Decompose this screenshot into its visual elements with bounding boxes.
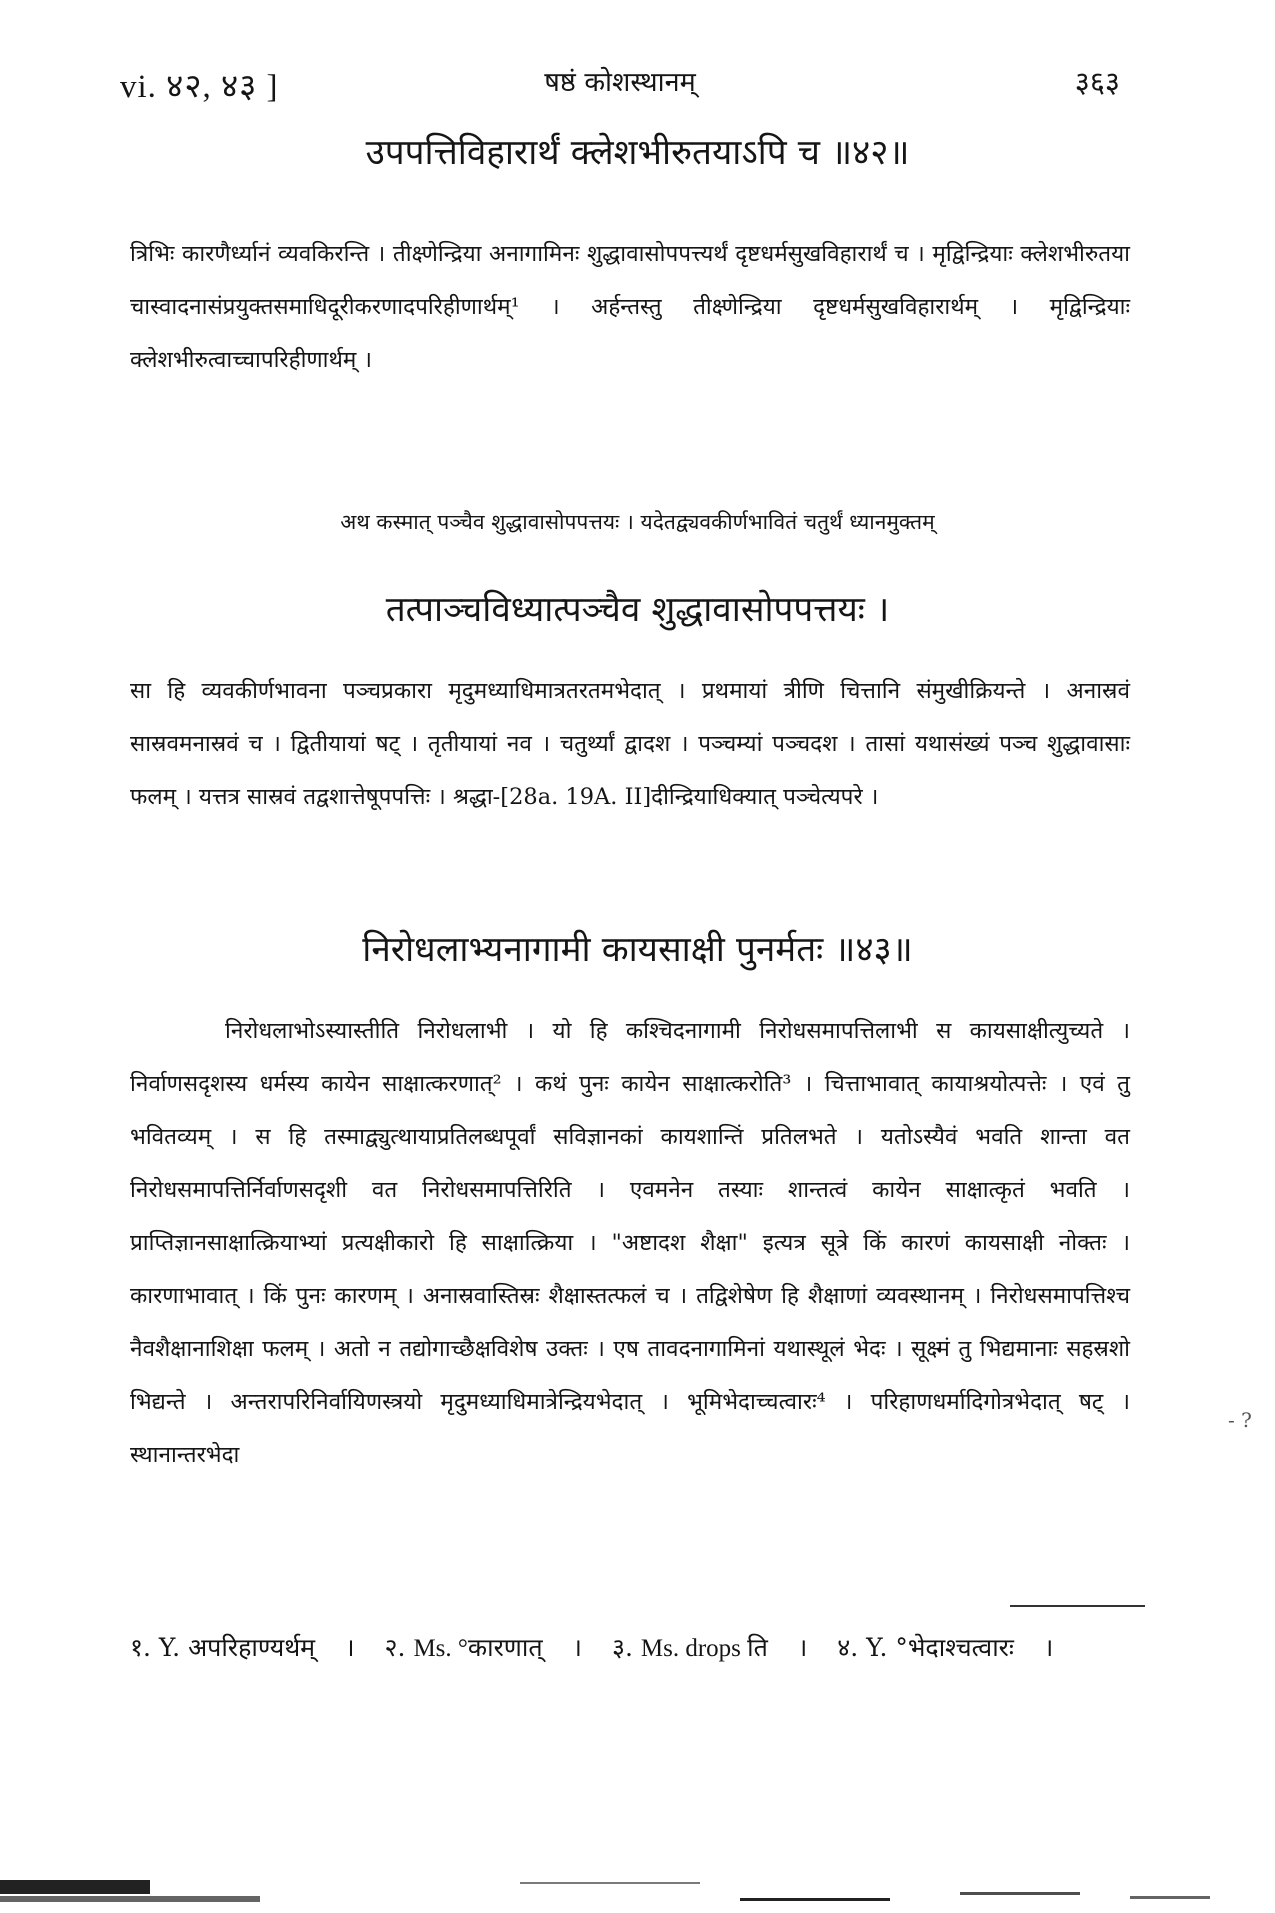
running-header [120, 62, 1120, 112]
chapter-title: षष्ठं कोशस्थानम् [544, 67, 696, 98]
margin-mark: - ? [1228, 1408, 1252, 1432]
question-line: अथ कस्मात् पञ्चैव शुद्धावासोपपत्तयः । यदेतद्व्यवकीर्णभावितं चतुर्थं ध्यानमुक्तम् [340, 510, 935, 534]
page-number: ३६३ [1074, 65, 1120, 99]
footnotes: १. Y. अपरिहाण्यर्थम् । २. Ms. °कारणात् । ३. Ms. drops ति । ४. Y. °भेदाश्चत्वारः । [130, 1633, 1054, 1662]
commentary-paragraph-1: त्रिभिः कारणैर्ध्यानं व्यवकिरन्ति । तीक्ष्णेन्द्रिया अनागामिनः शुद्धावासोपपत्त्यर्थं दृष्टधर्मसुखविहारार्थं च । मृद्विन्द्रियाः क्लेशभीरुतया चास्वादनासंप्रयुक्तसमाधिदूरीकरणादपरिहीणार्थम्¹ । अर्हन्तस्तु तीक्ष्णेन्द्रिया दृष्टधर्मसुखविहारार्थम् । मृद्विन्द्रियाः क्लेशभीरुत्वाच्चापरिहीणार्थम् । [130, 241, 1130, 373]
footnote-1: १. Y. अपरिहाण्यर्थम् [130, 1633, 316, 1662]
commentary-paragraph-2: सा हि व्यवकीर्णभावना पञ्चप्रकारा मृदुमध्याधिमात्रतरतमभेदात् । प्रथमायां त्रीणि चित्तानि संमुखीक्रियन्ते । अनास्रवं सास्रवमनास्रवं च । द्वितीयायां षट् । तृतीयायां नव । चतुर्थ्यां द्वादश । पञ्चम्यां पञ्चदश । तासां यथासंख्यं पञ्च शुद्धावासाः फलम् । यत्तत्र सास्रवं तद्वशात्तेषूपपत्तिः । श्रद्धा-[28a. 19A. II]दीन्द्रियाधिक्यात् पञ्चेत्यपरे । [130, 678, 1130, 810]
section-reference: vi. ४२, ४३ ] [120, 69, 279, 105]
footnote-4: ४. Y. °भेदाश्चत्वारः [837, 1633, 1014, 1662]
verse-42: उपपत्तिविहारार्थं क्लेशभीरुतयाऽपि च ॥४२॥ [365, 133, 910, 173]
commentary-paragraph-3: निरोधलाभोऽस्यास्तीति निरोधलाभी । यो हि कश्चिदनागामी निरोधसमापत्तिलाभी स कायसाक्षीत्युच्यते । निर्वाणसदृशस्य धर्मस्य कायेन साक्षात्करणात्² । कथं पुनः कायेन साक्षात्करोति³ । चित्ताभावात् कायाश्रयोत्पत्तेः । एवं तु भवितव्यम् । स हि तस्माद्व्युत्थायाप्रतिलब्धपूर्वां सविज्ञानकां कायशान्तिं प्रतिलभते । यतोऽस्यैवं भवति शान्ता वत निरोधसमापत्तिर्निर्वाणसदृशी वत निरोधसमापत्तिरिति । एवमनेन तस्याः शान्तत्वं कायेन साक्षात्कृतं भवति । प्राप्तिज्ञानसाक्षात्क्रियाभ्यां प्रत्यक्षीकारो हि साक्षात्क्रिया । "अष्टादश शैक्षा" इत्यत्र सूत्रे किं कारणं कायसाक्षी नोक्तः । कारणाभावात् । किं पुनः कारणम् । अनास्रवास्तिस्रः शैक्षास्तत्फलं च । तद्विशेषेण हि शैक्षाणां व्यवस्थानम् । निरोधसमापत्तिश्च नैवशैक्षानाशिक्षा फलम् । अतो न तद्योगाच्छैक्षविशेष उक्तः । एष तावदनागामिनां यथास्थूलं भेदः । सूक्ष्मं तु भिद्यमानाः सहस्रशो भिद्यन्ते । अन्तरापरिनिर्वायिणस्त्रयो मृदुमध्याधिमात्रेन्द्रियभेदात् । भूमिभेदाच्चत्वारः⁴ । परिहाणधर्मादिगोत्रभेदात् षट् । स्थानान्तरभेदा [130, 1018, 1130, 1468]
footnote-rule [1010, 1605, 1145, 1607]
verse-43: निरोधलाभ्यनागामी कायसाक्षी पुनर्मतः ॥४३॥ [362, 930, 913, 970]
scan-edge-noise [0, 1872, 1275, 1913]
footnote-3: ३. Ms. drops ति [611, 1633, 768, 1662]
verse-middle: तत्पाञ्चविध्यात्पञ्चैव शुद्धावासोपपत्तयः । [385, 590, 890, 630]
footnote-2: २. Ms. °कारणात् [384, 1633, 543, 1662]
